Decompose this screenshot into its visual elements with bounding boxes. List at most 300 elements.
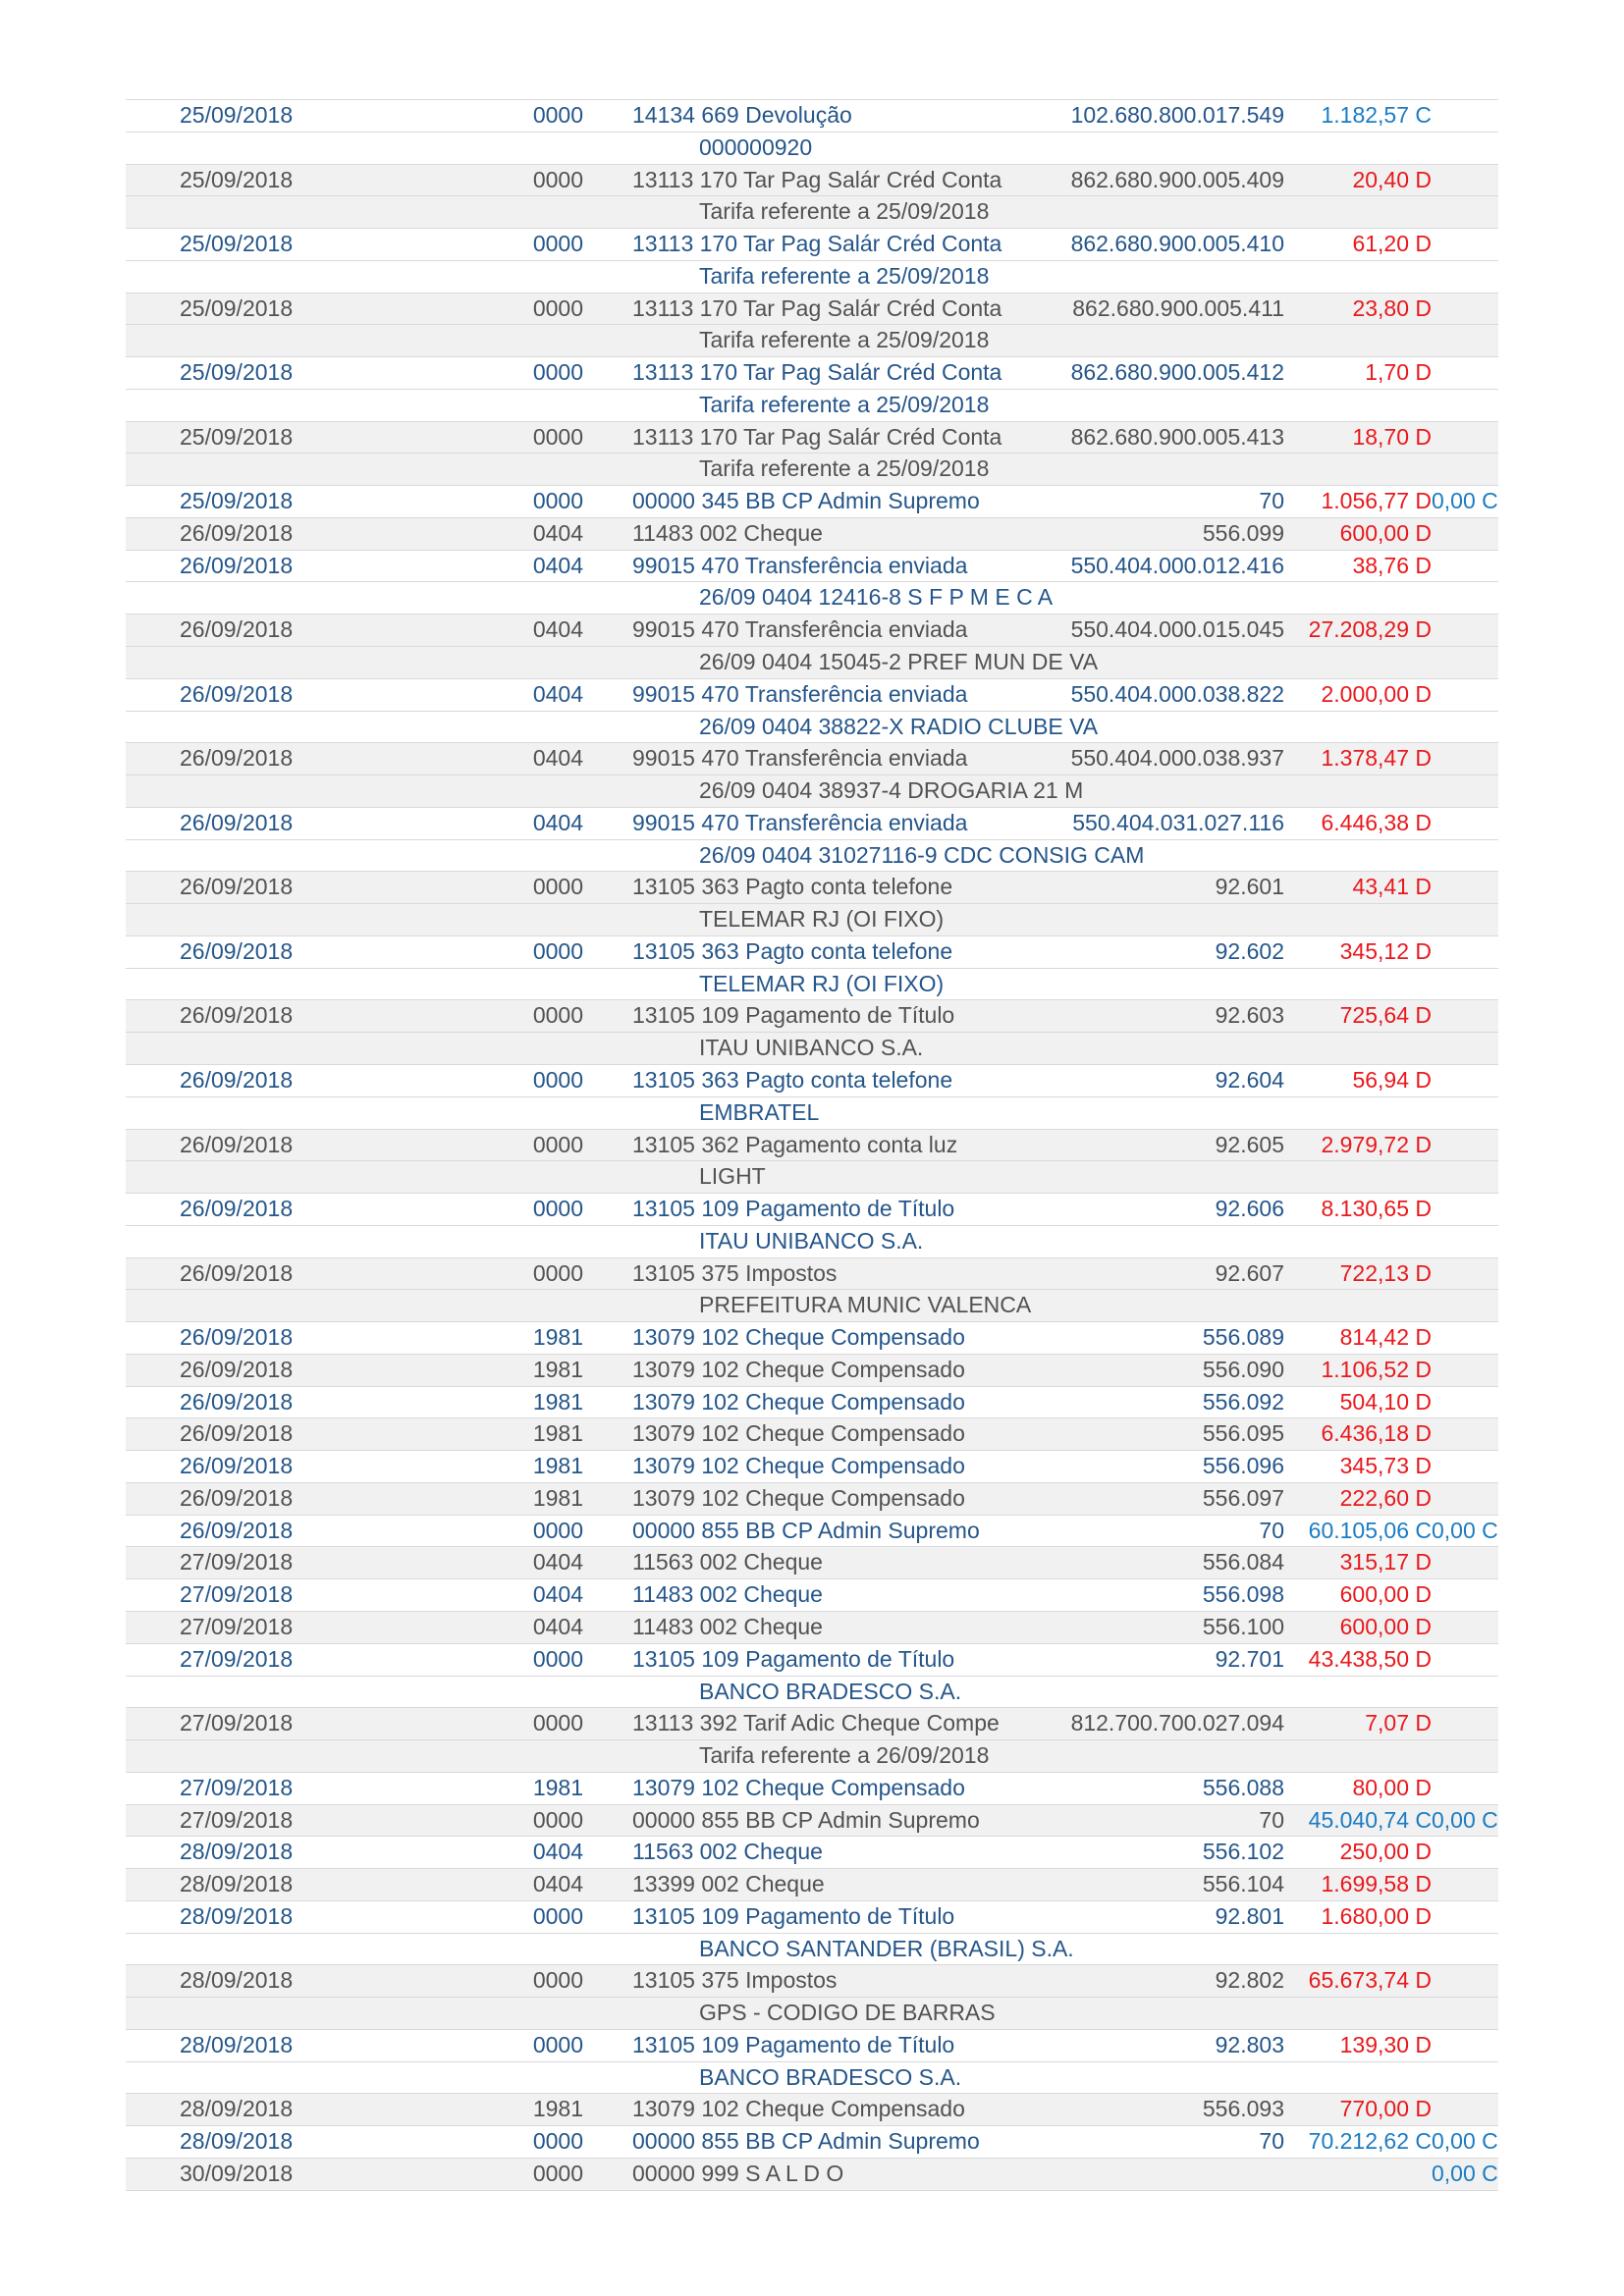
date-cell: 25/09/2018: [180, 488, 294, 514]
document-cell: 92.801: [1215, 1902, 1284, 1929]
description-cell: 00000 345 BB CP Admin Supremo: [632, 488, 980, 514]
balance-cell: [1432, 1547, 1498, 1578]
description-cell: 00000 999 S A L D O: [632, 2161, 844, 2186]
branch-cell: 0404: [532, 809, 583, 835]
balance-cell: [1432, 1258, 1498, 1290]
description-cell: 11563 002 Cheque: [632, 1549, 823, 1575]
branch-cell: 0404: [532, 519, 583, 546]
branch-cell: [530, 904, 583, 935]
statement-row: [126, 614, 1498, 646]
description-cell: 13105 363 Pagto conta telefone: [632, 874, 953, 900]
statement-row: [126, 1964, 1498, 1997]
balance-cell: [1432, 1708, 1498, 1739]
document-cell: 550.404.000.015.045: [1070, 616, 1284, 643]
date-cell: 26/09/2018: [180, 1259, 294, 1286]
date-cell: 28/09/2018: [180, 2128, 294, 2155]
description-cell: 99015 470 Transferência enviada: [632, 680, 968, 707]
value-cell: [1284, 390, 1432, 421]
date-cell: 26/09/2018: [180, 1002, 294, 1029]
description-cell: 99015 470 Transferência enviada: [632, 809, 968, 835]
statement-row: [126, 1546, 1498, 1578]
document-cell: 550.404.000.038.937: [1070, 745, 1284, 772]
date-cell: [126, 2062, 530, 2094]
document-cell: 70: [1259, 488, 1284, 514]
statement-detail-row: [126, 1997, 1498, 2029]
date-cell: 26/09/2018: [180, 1420, 294, 1447]
balance-cell: [1432, 1677, 1498, 1708]
date-cell: [126, 133, 530, 164]
value-cell: 70.212,62 C: [1308, 2128, 1432, 2155]
detail-cell: GPS - CODIGO DE BARRAS: [699, 2000, 996, 2026]
branch-cell: [530, 1998, 583, 2029]
statement-row: [126, 1578, 1498, 1611]
branch-cell: 0404: [532, 680, 583, 707]
branch-cell: [530, 454, 583, 485]
document-cell: 862.680.900.005.413: [1070, 423, 1284, 450]
branch-cell: 0404: [532, 1549, 583, 1575]
statement-detail-row: [126, 260, 1498, 293]
balance-cell: [1432, 1934, 1498, 1965]
value-cell: 139,30 D: [1339, 2031, 1432, 2057]
statement-row: [126, 1804, 1498, 1837]
statement-row: [126, 1386, 1498, 1418]
description-cell: 13105 109 Pagamento de Título: [632, 1902, 955, 1929]
detail-cell: 26/09 0404 15045-2 PREF MUN DE VA: [699, 649, 1099, 675]
date-cell: 26/09/2018: [180, 1131, 294, 1157]
statement-row: [126, 2093, 1498, 2125]
value-cell: 600,00 D: [1339, 1613, 1432, 1639]
branch-cell: 0000: [532, 1196, 583, 1222]
document-cell: 550.404.031.027.116: [1072, 809, 1284, 835]
value-cell: 1.056,77 D: [1321, 488, 1432, 514]
date-cell: [126, 1677, 530, 1708]
document-cell: 550.404.000.038.822: [1070, 680, 1284, 707]
balance-cell: [1432, 390, 1498, 421]
balance-cell: [1432, 647, 1498, 678]
description-cell: 13079 102 Cheque Compensado: [632, 1420, 965, 1447]
balance-cell: [1432, 2030, 1498, 2061]
document-cell: 70: [1259, 2128, 1284, 2155]
statement-row: [126, 1515, 1498, 1547]
value-cell: [1284, 969, 1432, 1000]
value-cell: 80,00 D: [1352, 1774, 1432, 1800]
date-cell: [126, 261, 530, 293]
balance-cell: [1432, 422, 1498, 454]
value-cell: 1.699,58 D: [1321, 1871, 1432, 1897]
date-cell: 26/09/2018: [180, 680, 294, 707]
date-cell: [126, 969, 530, 1000]
balance-cell: [1432, 325, 1498, 356]
detail-cell: ITAU UNIBANCO S.A.: [699, 1227, 924, 1254]
statement-detail-row: [126, 453, 1498, 485]
date-cell: 25/09/2018: [180, 423, 294, 450]
branch-cell: 0000: [532, 2031, 583, 2057]
value-cell: [1284, 261, 1432, 293]
statement-row: [126, 1450, 1498, 1482]
balance-cell: 0,00 C: [1432, 2128, 1498, 2155]
branch-cell: 0000: [532, 1259, 583, 1286]
description-cell: 11483 002 Cheque: [632, 519, 823, 546]
document-cell: 556.088: [1202, 1774, 1284, 1800]
branch-cell: 0404: [532, 616, 583, 643]
description-cell: 00000 855 BB CP Admin Supremo: [632, 1517, 980, 1543]
document-cell: 556.089: [1202, 1324, 1284, 1351]
value-cell: [1284, 325, 1432, 356]
branch-cell: 0000: [532, 2128, 583, 2155]
detail-cell: BANCO SANTANDER (BRASIL) S.A.: [699, 1935, 1074, 1961]
statement-detail-row: [126, 1032, 1498, 1064]
value-cell: [1284, 712, 1432, 743]
statement-row: [126, 871, 1498, 903]
balance-cell: [1432, 1483, 1498, 1515]
detail-cell: EMBRATEL: [699, 1098, 820, 1125]
date-cell: 25/09/2018: [180, 294, 294, 321]
balance-cell: [1432, 936, 1498, 968]
value-cell: [1284, 1033, 1432, 1064]
balance-cell: [1432, 1451, 1498, 1482]
branch-cell: 1981: [532, 1388, 583, 1415]
branch-cell: [530, 1677, 583, 1708]
date-cell: 26/09/2018: [180, 1196, 294, 1222]
statement-detail-row: [126, 1676, 1498, 1708]
branch-cell: 0000: [532, 1645, 583, 1672]
statement-row: [126, 421, 1498, 454]
branch-cell: 1981: [532, 1484, 583, 1511]
date-cell: 25/09/2018: [180, 231, 294, 257]
branch-cell: 0000: [532, 1131, 583, 1157]
date-cell: 26/09/2018: [180, 519, 294, 546]
balance-cell: [1432, 904, 1498, 935]
description-cell: 13105 109 Pagamento de Título: [632, 1002, 955, 1029]
detail-cell: TELEMAR RJ (OI FIXO): [699, 906, 945, 933]
value-cell: 23,80 D: [1352, 294, 1432, 321]
statement-row: [126, 1707, 1498, 1739]
value-cell: 45.040,74 C: [1308, 1806, 1432, 1833]
description-cell: 13113 170 Tar Pag Salár Créd Conta: [632, 423, 1002, 450]
detail-cell: Tarifa referente a 25/09/2018: [699, 455, 990, 482]
detail-cell: 000000920: [699, 133, 813, 160]
detail-cell: LIGHT: [699, 1163, 766, 1190]
detail-cell: Tarifa referente a 25/09/2018: [699, 391, 990, 417]
date-cell: 28/09/2018: [180, 1967, 294, 1994]
statement-row: [126, 1417, 1498, 1450]
value-cell: [1284, 1226, 1432, 1257]
description-cell: 14134 669 Devolução: [632, 102, 852, 128]
date-cell: 25/09/2018: [180, 102, 294, 128]
detail-cell: 26/09 0404 12416-8 S F P M E C A: [699, 584, 1054, 611]
balance-cell: [1432, 679, 1498, 711]
date-cell: 28/09/2018: [180, 1839, 294, 1865]
date-cell: [126, 840, 530, 872]
date-cell: 28/09/2018: [180, 1902, 294, 1929]
statement-row: [126, 517, 1498, 550]
date-cell: 26/09/2018: [180, 616, 294, 643]
document-cell: 862.680.900.005.409: [1070, 166, 1284, 192]
balance-cell: [1432, 1097, 1498, 1129]
document-cell: 556.099: [1202, 519, 1284, 546]
branch-cell: [530, 969, 583, 1000]
value-cell: [1284, 775, 1432, 807]
balance-cell: [1432, 1290, 1498, 1321]
branch-cell: [530, 1740, 583, 1772]
date-cell: [126, 1097, 530, 1129]
document-cell: 70: [1259, 1517, 1284, 1543]
description-cell: 13113 170 Tar Pag Salár Créd Conta: [632, 294, 1002, 321]
document-cell: 92.604: [1215, 1066, 1284, 1093]
branch-cell: [530, 390, 583, 421]
description-cell: 13079 102 Cheque Compensado: [632, 1356, 965, 1382]
statement-row: [126, 1321, 1498, 1354]
date-cell: [126, 582, 530, 614]
date-cell: 27/09/2018: [180, 1710, 294, 1736]
statement-row: [126, 999, 1498, 1032]
balance-cell: [1432, 969, 1498, 1000]
date-cell: 26/09/2018: [180, 809, 294, 835]
statement-row: [126, 1772, 1498, 1804]
balance-cell: [1432, 712, 1498, 743]
description-cell: 00000 855 BB CP Admin Supremo: [632, 2128, 980, 2155]
date-cell: 27/09/2018: [180, 1613, 294, 1639]
detail-cell: Tarifa referente a 25/09/2018: [699, 198, 990, 225]
value-cell: [1284, 904, 1432, 935]
description-cell: 13105 363 Pagto conta telefone: [632, 1066, 953, 1093]
value-cell: 345,73 D: [1339, 1453, 1432, 1479]
document-cell: 556.102: [1202, 1839, 1284, 1865]
document-cell: 812.700.700.027.094: [1070, 1710, 1284, 1736]
balance-cell: [1432, 614, 1498, 646]
balance-cell: [1432, 840, 1498, 872]
statement-row: [126, 935, 1498, 968]
balance-cell: [1432, 1418, 1498, 1450]
statement-detail-row: [126, 839, 1498, 872]
statement-detail-row: [126, 903, 1498, 935]
description-cell: 13105 375 Impostos: [632, 1967, 838, 1994]
description-cell: 13079 102 Cheque Compensado: [632, 1453, 965, 1479]
date-cell: [126, 775, 530, 807]
statement-row: [126, 164, 1498, 196]
branch-cell: 0000: [532, 1806, 583, 1833]
balance-cell: [1432, 2094, 1498, 2125]
description-cell: 99015 470 Transferência enviada: [632, 552, 968, 578]
document-cell: 556.092: [1202, 1388, 1284, 1415]
date-cell: 26/09/2018: [180, 1517, 294, 1543]
statement-detail-row: [126, 1225, 1498, 1257]
balance-cell: [1432, 551, 1498, 582]
date-cell: 27/09/2018: [180, 1549, 294, 1575]
value-cell: 1.680,00 D: [1321, 1902, 1432, 1929]
description-cell: 13079 102 Cheque Compensado: [632, 1774, 965, 1800]
description-cell: 13079 102 Cheque Compensado: [632, 1324, 965, 1351]
statement-row: [126, 99, 1498, 132]
date-cell: 26/09/2018: [180, 745, 294, 772]
value-cell: [1284, 1677, 1432, 1708]
date-cell: [126, 390, 530, 421]
date-cell: 26/09/2018: [180, 874, 294, 900]
document-cell: 556.095: [1202, 1420, 1284, 1447]
date-cell: 26/09/2018: [180, 1453, 294, 1479]
description-cell: 13113 392 Tarif Adic Cheque Compe: [632, 1710, 1000, 1736]
statement-row: [126, 742, 1498, 774]
branch-cell: 0000: [532, 359, 583, 386]
statement-detail-row: [126, 2061, 1498, 2094]
detail-cell: Tarifa referente a 25/09/2018: [699, 327, 990, 353]
value-cell: 600,00 D: [1339, 1581, 1432, 1608]
balance-cell: [1432, 454, 1498, 485]
value-cell: 770,00 D: [1339, 2096, 1432, 2122]
balance-cell: 0,00 C: [1432, 1517, 1498, 1543]
branch-cell: [530, 1097, 583, 1129]
document-cell: 92.701: [1215, 1645, 1284, 1672]
balance-cell: [1432, 808, 1498, 839]
balance-cell: [1432, 133, 1498, 164]
branch-cell: [530, 1934, 583, 1965]
statement-row: [126, 2158, 1498, 2190]
description-cell: 13113 170 Tar Pag Salár Créd Conta: [632, 231, 1002, 257]
detail-cell: 26/09 0404 31027116-9 CDC CONSIG CAM: [699, 841, 1145, 868]
description-cell: 13113 170 Tar Pag Salár Créd Conta: [632, 166, 1002, 192]
branch-cell: 0000: [532, 1710, 583, 1736]
statement-row: [126, 1836, 1498, 1868]
value-cell: 722,13 D: [1339, 1259, 1432, 1286]
branch-cell: 0000: [532, 231, 583, 257]
balance-cell: [1432, 1869, 1498, 1900]
description-cell: 13105 109 Pagamento de Título: [632, 1196, 955, 1222]
branch-cell: [530, 647, 583, 678]
branch-cell: 0000: [532, 1967, 583, 1994]
balance-cell: [1432, 1901, 1498, 1933]
statement-row: [126, 1643, 1498, 1676]
branch-cell: 0000: [532, 488, 583, 514]
balance-cell: [1432, 357, 1498, 389]
statement-row: [126, 485, 1498, 517]
statement-row: [126, 1611, 1498, 1643]
value-cell: 60.105,06 C: [1308, 1517, 1432, 1543]
balance-cell: [1432, 1065, 1498, 1096]
value-cell: 1,70 D: [1365, 359, 1432, 386]
balance-cell: [1432, 1579, 1498, 1611]
value-cell: 6.446,38 D: [1321, 809, 1432, 835]
branch-cell: [530, 1033, 583, 1064]
date-cell: 26/09/2018: [180, 937, 294, 964]
value-cell: [1284, 1998, 1432, 2029]
description-cell: 99015 470 Transferência enviada: [632, 616, 968, 643]
balance-cell: 0,00 C: [1432, 488, 1498, 514]
value-cell: 6.436,18 D: [1321, 1420, 1432, 1447]
document-cell: 556.100: [1202, 1613, 1284, 1639]
branch-cell: [530, 775, 583, 807]
value-cell: [1284, 1740, 1432, 1772]
document-cell: 92.603: [1215, 1002, 1284, 1029]
value-cell: 222,60 D: [1339, 1484, 1432, 1511]
statement-detail-row: [126, 646, 1498, 678]
statement-row: [126, 1257, 1498, 1290]
date-cell: [126, 196, 530, 228]
bank-statement-table: [126, 99, 1498, 2191]
branch-cell: [530, 261, 583, 293]
branch-cell: 0404: [532, 1871, 583, 1897]
value-cell: 43.438,50 D: [1308, 1645, 1432, 1672]
balance-cell: [1432, 872, 1498, 903]
statement-detail-row: [126, 1933, 1498, 1965]
value-cell: 504,10 D: [1339, 1388, 1432, 1415]
balance-cell: [1432, 2062, 1498, 2094]
value-cell: [1284, 840, 1432, 872]
balance-cell: [1432, 294, 1498, 325]
document-cell: 556.104: [1202, 1871, 1284, 1897]
statement-detail-row: [126, 132, 1498, 164]
branch-cell: [530, 840, 583, 872]
date-cell: [126, 1740, 530, 1772]
statement-row: [126, 2029, 1498, 2061]
branch-cell: [530, 1226, 583, 1257]
branch-cell: [530, 196, 583, 228]
document-cell: 556.084: [1202, 1549, 1284, 1575]
detail-cell: Tarifa referente a 25/09/2018: [699, 262, 990, 289]
statement-detail-row: [126, 1289, 1498, 1321]
date-cell: 28/09/2018: [180, 2096, 294, 2122]
branch-cell: 0000: [532, 1066, 583, 1093]
balance-cell: [1432, 1837, 1498, 1868]
statement-row: [126, 2125, 1498, 2158]
statement-detail-row: [126, 324, 1498, 356]
balance-cell: [1432, 196, 1498, 228]
balance-cell: [1432, 1033, 1498, 1064]
date-cell: [126, 1033, 530, 1064]
value-cell: 1.106,52 D: [1321, 1356, 1432, 1382]
statement-row: [126, 356, 1498, 389]
description-cell: 11483 002 Cheque: [632, 1581, 823, 1608]
statement-row: [126, 1193, 1498, 1225]
branch-cell: [530, 582, 583, 614]
detail-cell: ITAU UNIBANCO S.A.: [699, 1035, 924, 1061]
date-cell: 25/09/2018: [180, 166, 294, 192]
balance-cell: [1432, 165, 1498, 196]
statement-row: [126, 550, 1498, 582]
statement-row: [126, 1868, 1498, 1900]
branch-cell: 1981: [532, 1324, 583, 1351]
date-cell: [126, 712, 530, 743]
description-cell: 13105 363 Pagto conta telefone: [632, 937, 953, 964]
balance-cell: [1432, 775, 1498, 807]
value-cell: 43,41 D: [1352, 874, 1432, 900]
statement-detail-row: [126, 581, 1498, 614]
statement-row: [126, 1900, 1498, 1933]
branch-cell: 0000: [532, 1517, 583, 1543]
detail-cell: 26/09 0404 38937-4 DROGARIA 21 M: [699, 777, 1084, 804]
document-cell: 556.098: [1202, 1581, 1284, 1608]
branch-cell: 0404: [532, 1581, 583, 1608]
document-cell: 92.602: [1215, 937, 1284, 964]
detail-cell: PREFEITURA MUNIC VALENCA: [699, 1292, 1032, 1318]
document-cell: 70: [1259, 1806, 1284, 1833]
branch-cell: 0000: [532, 937, 583, 964]
description-cell: 13079 102 Cheque Compensado: [632, 1388, 965, 1415]
branch-cell: [530, 712, 583, 743]
date-cell: [126, 647, 530, 678]
statement-detail-row: [126, 195, 1498, 228]
detail-cell: BANCO BRADESCO S.A.: [699, 1678, 962, 1704]
date-cell: [126, 1226, 530, 1257]
balance-cell: [1432, 1000, 1498, 1032]
statement-row: [126, 293, 1498, 325]
value-cell: 65.673,74 D: [1308, 1967, 1432, 1994]
detail-cell: 26/09 0404 38822-X RADIO CLUBE VA: [699, 713, 1099, 739]
branch-cell: 0404: [532, 1613, 583, 1639]
document-cell: 92.606: [1215, 1196, 1284, 1222]
description-cell: 11483 002 Cheque: [632, 1613, 823, 1639]
balance-cell: [1432, 1998, 1498, 2029]
branch-cell: 0404: [532, 552, 583, 578]
